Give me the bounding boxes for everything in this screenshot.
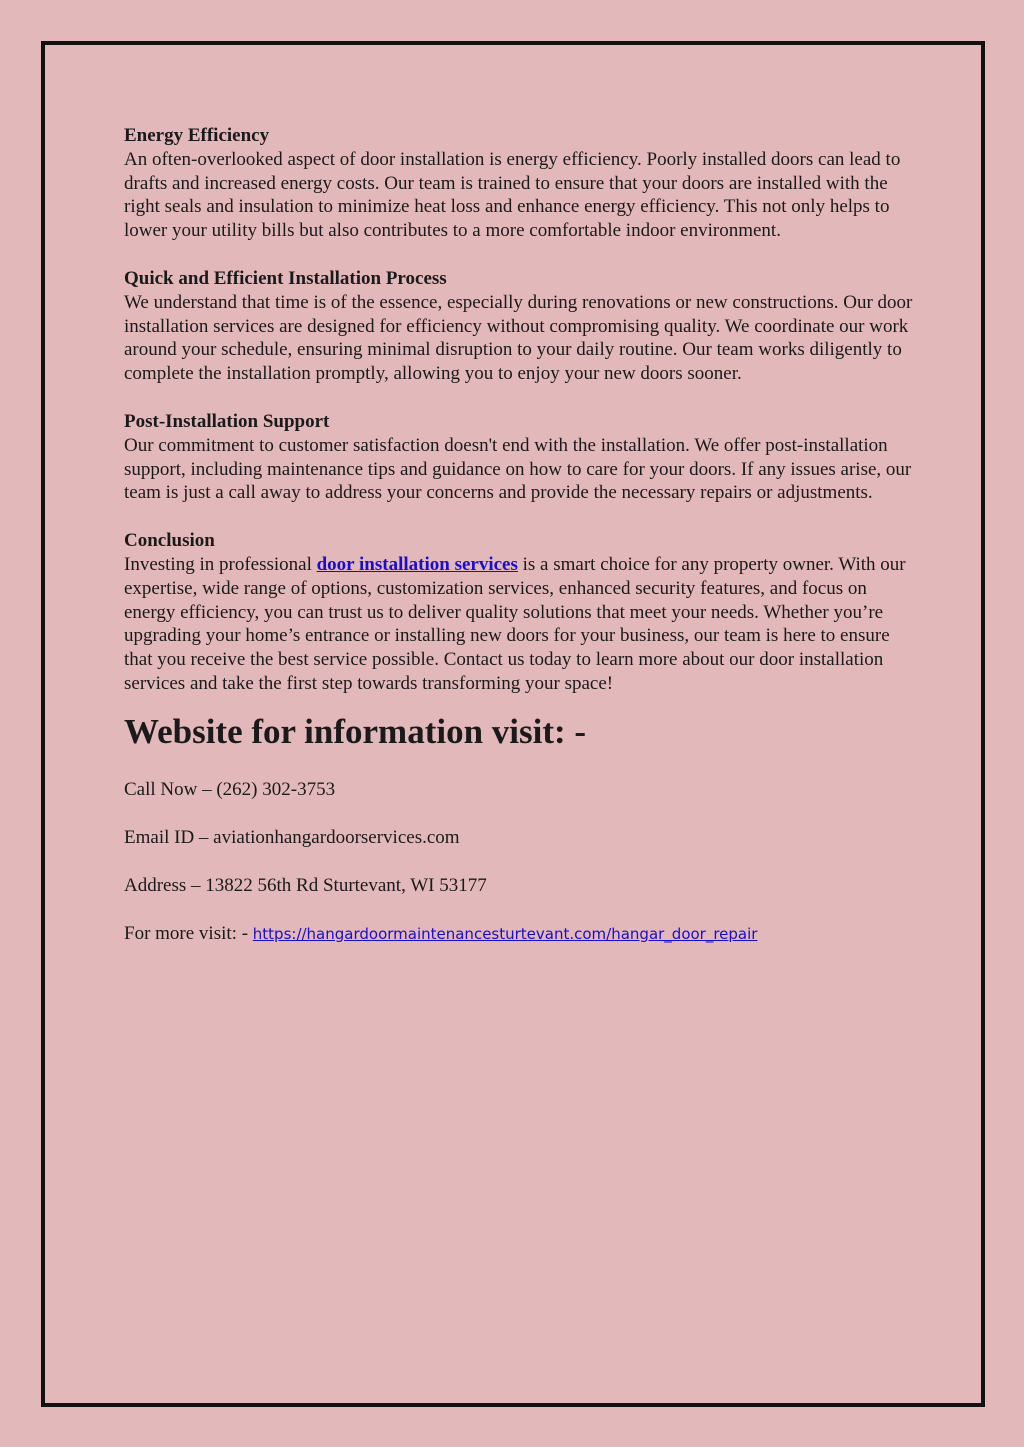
section-body: Our commitment to customer satisfaction doesn't end with the installation. We offer post-installation support, including maintenance tips and guidance on how to care for your doors. If any issues arise, our team is just a call away to address your concerns and provide the necessary repairs or adjustments.	[124, 434, 912, 504]
conclusion-text-start: Investing in professional	[124, 553, 317, 575]
section-heading: Conclusion	[124, 530, 215, 552]
more-visit-line	[124, 922, 914, 946]
address-text: Address – 13822 56th Rd Sturtevant, WI 53177	[124, 874, 487, 896]
section-installation-process	[124, 267, 914, 386]
section-body: An often-overlooked aspect of door installation is energy efficiency. Poorly installed doors can lead to drafts and increased energy costs. Our team is trained to ensure that your doors are installed with the right seals and insulation to minimize heat loss and enhance energy efficiency. This not only helps to lower your utility bills but also contributes to a more comfortable indoor environment.	[124, 148, 901, 242]
conclusion-text-end: is a smart choice for any property owner. With our expertise, wide range of options, customization services, enhanced security features, and focus on energy efficiency, you can trust us to deliver quality solutions that meet your needs. Whether you’re upgrading your home’s entrance or installing new doors for your business, our team is here to ensure that you receive the best service possible. Contact us today to learn more about our door installation services and take the first step towards transforming your space!	[124, 553, 906, 694]
section-body: We understand that time is of the essence, especially during renovations or new constructions. Our door installation services are designed for efficiency without compromising quality. We coordinate our work around your schedule, ensuring minimal disruption to your daily routine. Our team works diligently to complete the installation promptly, allowing you to enjoy your new doors sooner.	[124, 291, 913, 385]
more-visit-label: For more visit: -	[124, 922, 253, 944]
section-body	[124, 553, 914, 696]
section-post-installation-support	[124, 410, 914, 505]
section-heading: Energy Efficiency	[124, 125, 270, 146]
call-now-text: Call Now – (262) 302-3753	[124, 778, 336, 800]
email-text: Email ID – aviationhangardoorservices.com	[124, 826, 460, 848]
section-heading: Quick and Efficient Installation Process	[124, 267, 447, 289]
section-conclusion	[124, 529, 914, 696]
door-installation-services-link[interactable]: door installation services	[316, 553, 518, 575]
section-energy-efficiency	[124, 124, 914, 243]
website-heading: Website for information visit: -	[124, 711, 587, 751]
section-heading: Post-Installation Support	[124, 410, 330, 432]
document-content	[124, 124, 914, 946]
website-url-link[interactable]: https://hangardoormaintenancesturtevant.com/hangar_door_repair	[252, 924, 758, 943]
